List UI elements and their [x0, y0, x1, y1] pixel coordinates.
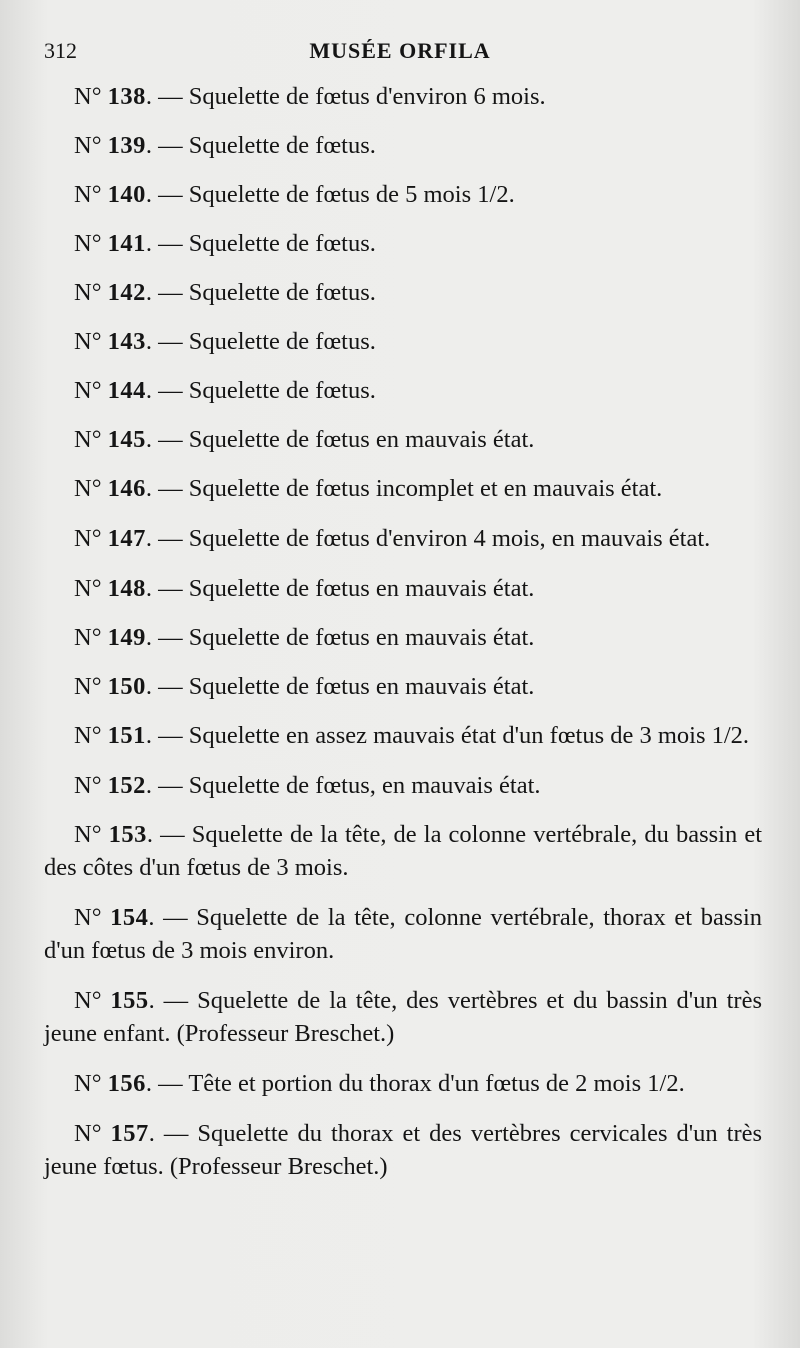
entry-text: Squelette de la tête, colonne vertébrale, thorax et bassin d'un fœtus de 3 mois environ.: [44, 904, 763, 964]
catalogue-entry: N° 151. — Squelette en assez mauvais état d'un fœtus de 3 mois 1/2.: [74, 722, 750, 749]
catalogue-entry: N° 146. — Squelette de fœtus incomplet et en mauvais état.: [74, 475, 663, 502]
entry-number: 154: [110, 904, 149, 931]
entry-number: 139: [107, 132, 146, 159]
entry-number: 145: [107, 426, 146, 453]
catalogue-entry: N° 138. — Squelette de fœtus d'environ 6 mois.: [74, 83, 546, 110]
entry-text: Squelette de fœtus.: [188, 279, 376, 306]
catalogue-entry: N° 142. — Squelette de fœtus.: [74, 279, 376, 306]
entry-prefix: N°: [74, 475, 102, 502]
entry-text: Squelette de la tête, des vertèbres et du bassin d'un très jeune enfant. (Professeur Breschet.): [44, 987, 763, 1047]
catalogue-entry: N° 150. — Squelette de fœtus en mauvais état.: [74, 673, 535, 700]
catalogue-entry: N° 156. — Tête et portion du thorax d'un fœtus de 2 mois 1/2.: [74, 1070, 685, 1097]
entry-prefix: N°: [74, 1120, 102, 1147]
page-header: [44, 30, 756, 70]
catalogue-entry: N° 140. — Squelette de fœtus de 5 mois 1/2.: [74, 181, 515, 208]
entry-prefix: N°: [74, 1070, 102, 1097]
catalogue-entry: N° 154. — Squelette de la tête, colonne vertébrale, thorax et bassin d'un fœtus de 3 mois environ.: [44, 904, 763, 964]
entry-prefix: N°: [74, 575, 102, 602]
entry-prefix: N°: [74, 722, 102, 749]
entry-number: 140: [107, 181, 146, 208]
entry-text: Squelette de fœtus.: [188, 328, 376, 355]
running-title: MUSÉE ORFILA: [309, 38, 491, 63]
entry-prefix: N°: [74, 230, 102, 257]
entry-number: 142: [107, 279, 146, 306]
catalogue-entry: N° 153. — Squelette de la tête, de la colonne vertébrale, du bassin et des côtes d'un fœtus de 3 mois.: [44, 821, 763, 881]
entry-number: 146: [107, 475, 146, 502]
entry-text: Squelette de fœtus d'environ 4 mois, en mauvais état.: [188, 525, 711, 552]
entry-text: Squelette de fœtus en mauvais état.: [188, 426, 535, 453]
entry-text: Squelette de fœtus en mauvais état.: [188, 624, 535, 651]
entry-number: 153: [108, 821, 147, 848]
entry-number: 143: [107, 328, 146, 355]
entry-prefix: N°: [74, 132, 102, 159]
entry-prefix: N°: [74, 426, 102, 453]
entry-text: Squelette en assez mauvais état d'un fœtus de 3 mois 1/2.: [188, 722, 750, 749]
catalogue-body: [44, 80, 762, 1200]
entry-text: Squelette de fœtus.: [188, 377, 376, 404]
entry-text: Squelette de fœtus.: [188, 132, 376, 159]
entry-number: 155: [110, 987, 149, 1014]
entry-number: 144: [107, 377, 146, 404]
catalogue-entry: N° 155. — Squelette de la tête, des vertèbres et du bassin d'un très jeune enfant. (Professeur Breschet.): [44, 987, 763, 1047]
entry-text: Squelette de la tête, de la colonne vertébrale, du bassin et des côtes d'un fœtus de 3 mois.: [44, 821, 763, 881]
entry-text: Squelette de fœtus.: [188, 230, 376, 257]
entry-text: Squelette du thorax et des vertèbres cervicales d'un très jeune fœtus. (Professeur Breschet.): [44, 1120, 763, 1180]
catalogue-entry: N° 145. — Squelette de fœtus en mauvais état.: [74, 426, 535, 453]
entry-number: 138: [107, 83, 146, 110]
entry-prefix: N°: [74, 279, 102, 306]
entry-number: 157: [110, 1120, 149, 1147]
catalogue-entry: N° 152. — Squelette de fœtus, en mauvais état.: [74, 772, 541, 799]
catalogue-entry: N° 141. — Squelette de fœtus.: [74, 230, 376, 257]
page-number: 312: [44, 38, 77, 63]
entry-prefix: N°: [74, 673, 102, 700]
entry-prefix: N°: [74, 181, 102, 208]
catalogue-entry: N° 157. — Squelette du thorax et des vertèbres cervicales d'un très jeune fœtus. (Professeur Breschet.): [44, 1120, 763, 1180]
entry-text: Squelette de fœtus en mauvais état.: [188, 673, 535, 700]
entry-number: 149: [107, 624, 146, 651]
entry-prefix: N°: [74, 624, 102, 651]
entry-prefix: N°: [74, 821, 102, 848]
catalogue-entry: N° 139. — Squelette de fœtus.: [74, 132, 376, 159]
catalogue-entry: N° 149. — Squelette de fœtus en mauvais état.: [74, 624, 535, 651]
entry-prefix: N°: [74, 377, 102, 404]
entry-prefix: N°: [74, 83, 102, 110]
catalogue-entry: N° 143. — Squelette de fœtus.: [74, 328, 376, 355]
entry-number: 147: [107, 525, 146, 552]
entry-prefix: N°: [74, 772, 102, 799]
entry-prefix: N°: [74, 525, 102, 552]
entry-text: Squelette de fœtus, en mauvais état.: [188, 772, 541, 799]
entry-number: 150: [107, 673, 146, 700]
entry-number: 151: [107, 722, 146, 749]
entry-number: 141: [107, 230, 146, 257]
entry-text: Tête et portion du thorax d'un fœtus de 2 mois 1/2.: [188, 1070, 685, 1097]
entry-number: 148: [107, 575, 146, 602]
entry-number: 156: [107, 1070, 146, 1097]
catalogue-entry: N° 144. — Squelette de fœtus.: [74, 377, 376, 404]
entry-number: 152: [107, 772, 146, 799]
entry-prefix: N°: [74, 328, 102, 355]
catalogue-entry: N° 147. — Squelette de fœtus d'environ 4 mois, en mauvais état.: [74, 525, 711, 552]
entry-text: Squelette de fœtus en mauvais état.: [188, 575, 535, 602]
catalogue-entry: N° 148. — Squelette de fœtus en mauvais état.: [74, 575, 535, 602]
entry-text: Squelette de fœtus d'environ 6 mois.: [188, 83, 546, 110]
entry-text: Squelette de fœtus de 5 mois 1/2.: [188, 181, 515, 208]
entry-text: Squelette de fœtus incomplet et en mauvais état.: [188, 475, 663, 502]
entry-prefix: N°: [74, 987, 102, 1014]
entry-prefix: N°: [74, 904, 102, 931]
